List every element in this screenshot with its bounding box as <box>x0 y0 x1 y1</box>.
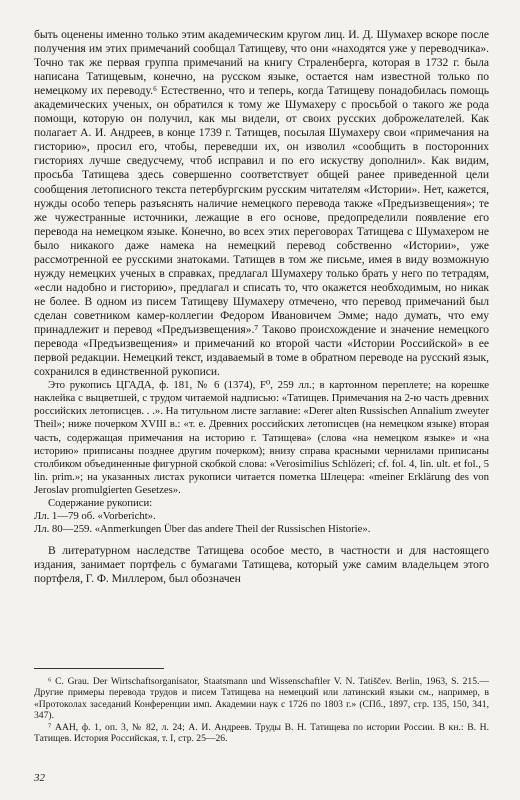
contents-line-1: Лл. 1—79 об. «Vorbericht». <box>34 510 156 523</box>
footnote-7: ⁷ ААН, ф. 1, оп. 3, № 82, л. 24; А. И. Андреев. Труды В. Н. Татищева по истории России. В кн.: В. Н. Татищев. История Российская, т. I, стр. 25—26. <box>34 721 489 745</box>
paragraph-2: Это рукопись ЦГАДА, ф. 181, № 6 (1374), F⁰, 259 лл.; в картонном переплете; на корешке наклейка с выцветшей, с трудом читаемой надписью: «Татищев. Примечания на 2-ю часть древних российских летописцев. . .». На титульном листе заглавие: «Derer alten Russischen Annalium zweyter Theil»; ниже почерком XVIII в.: «т. е. Древних российских летописцев (на немецком языке) вторая часть, содержащая примечания на историю г. Татищева» (слова «на немецком языке» и «на историю» приписаны позднее другим почерком); внизу справа красными чернилами приписаны столбиком объединенные фигурной скобкой слова: «Verosimilius Schlözeri; cf. fol. 4, lin. ult. et fol., 5 lin. prim.»; на указанных листах рукописи читается пометка Шлецера: «meiner Erklärung des von Jeroslav promulgierten Gesetzes». <box>34 379 489 496</box>
contents-line-2: Лл. 80—259. «Anmerkungen Über das andere Theil der Russischen Historie». <box>34 523 371 536</box>
paragraph-3: В литературном наследстве Татищева особое место, в частности и для настоящего издания, занимает портфель с бумагами Татищева, который уже самим владельцем этого портфеля, Г. Ф. Миллером, был обозначен <box>34 544 489 586</box>
footnotes <box>34 676 489 744</box>
footnote-6: ⁶ C. Grau. Der Wirtschaftsorganisator, Staatsmann und Wissenschaftler V. N. Tatiščev. Berlin, 1963, S. 215.— Другие примеры перевода трудов и писем Татищева на немецкий или латинский языки см., например, в «Протоколах заседаний Конференции имп. Академии наук с 1726 по 1803 г.» (СПб., 1897, стр. 135, 150, 341, 347). <box>34 676 489 722</box>
spacer <box>34 536 489 544</box>
contents-title: Содержание рукописи: <box>48 497 153 510</box>
main-text <box>34 28 489 586</box>
footnote-rule <box>34 668 164 669</box>
paragraph-1: быть оценены именно только этим академическим кругом лиц. И. Д. Шумахер вскоре после получения им этих примечаний сообщал Татищеву, что они «находятся уже у переводчика». Точно так же первая группа примечаний на книгу Страленберга, которая в 1732 г. была написана Татищевым, конечно, на русском языке, остается нам известной только по немецкому их переводу.⁶ Естественно, что и теперь, когда Татищеву понадобилась помощь академических ученых, он обратился к тому же Шумахеру с просьбой о такого же рода помощи, которую он получил, как мы видели, от своих русских доброжелателей. Как полагает А. И. Андреев, в конце 1739 г. Татищев, посылая Шумахеру свои «примечания на гисторию», просил его, чтобы, переведши их, он изволил «сообщить в посторонних гисториях лучше сведусчему, чтоб исправил и по его искуству дополнил». Как видим, просьба Татищева здесь совершенно соответствует общей ранее приведенной цели сообщения летописного текста петербургским русским читателям «Истории». Нет, кажется, нужды особо теперь разъяснять наличие немецкого перевода также «Предъизвещения»; те же чужестранные источники, лежащие в его основе, предопределили появление его перевода на немецком языке. Конечно, во всех этих переговорах Татищева с Шумахером не было никакого даже намека на немецкий перевод собственно «Истории», уже рассмотренной ее русскими знатоками. Татищев в том же письме, имея в виду возможную нужду немецких ученых в справках, предлагал Шумахеру только брать у него по тетрадям, «если надобно и гисторию», предлагал и списать то, что окажется необходимым, но никак не более. В одном из писем Татищеву Шумахеру отмечено, что перевод примечаний был сделан советником камер-коллегии Федором Ивановичем Эмме; надо думать, что ему принадлежит и перевод «Предъизвещения».⁷ Таково происхождение и значение немецкого перевода «Предъизвещения» и примечаний ко второй части «Истории Российской» в ее первой редакции. Немецкий текст, издаваемый в томе в обратном переводе на русский язык, сохранился в единственной рукописи. <box>34 28 489 379</box>
page-number: 32 <box>34 772 45 784</box>
manuscript-description <box>34 379 489 536</box>
